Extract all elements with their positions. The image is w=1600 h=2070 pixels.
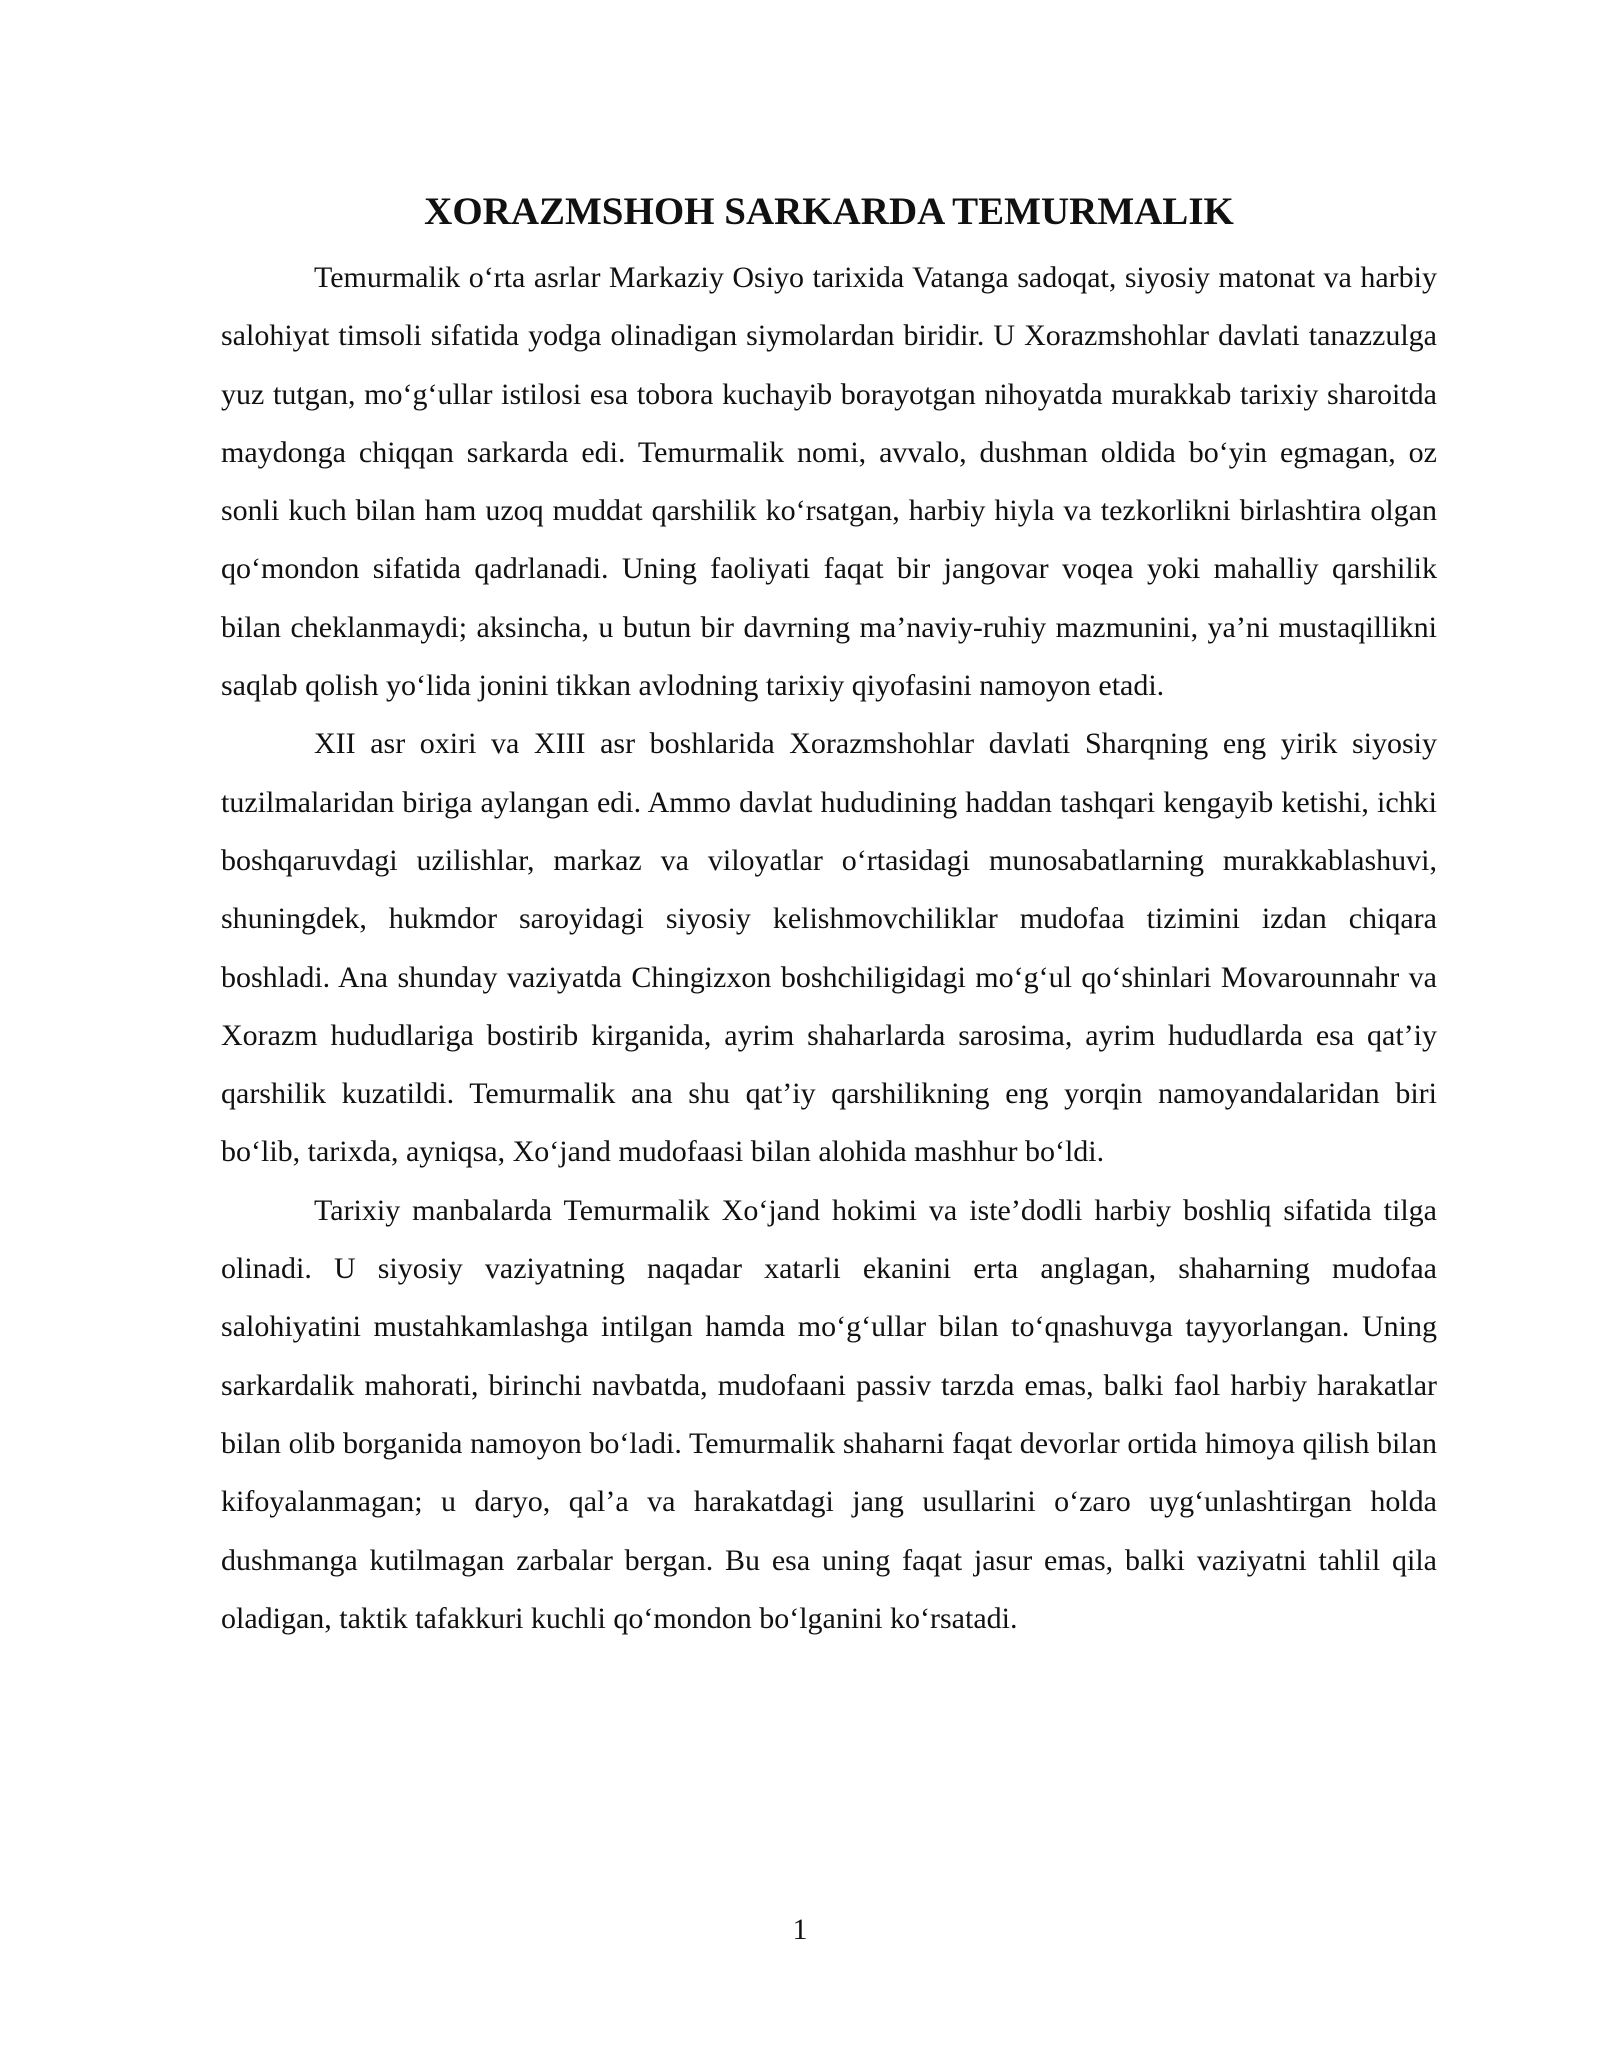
paragraph-2: XII asr oxiri va XIII asr boshlarida Xorazmshohlar davlati Sharqning eng yirik siyosiy tuzilmalaridan biriga aylangan edi. Ammo davlat hududining haddan tashqari kengayib ketishi, ichki boshqaruvdagi uzilishlar, markaz va viloyatlar o‘rtasidagi munosabatlarning murakkablashuvi, shuningdek, hukmdor saroyidagi siyosiy kelishmovchiliklar mudofaa tizimini izdan chiqara boshladi. Ana shunday vaziyatda Chingizxon boshchiligidagi mo‘g‘ul qo‘shinlari Movarounnahr va Xorazm hududlariga bostirib kirganida, ayrim shaharlarda sarosima, ayrim hududlarda esa qat’iy qarshilik kuzatildi. Temurmalik ana shu qat’iy qarshilikning eng yorqin namoyandalaridan biri bo‘lib, tarixda, ayniqsa, Xo‘jand mudofaasi bilan alohida mashhur bo‘ldi. (221, 727, 1437, 1169)
page-content (221, 183, 1437, 1648)
page-number: 1 (792, 1913, 808, 1946)
document-title: XORAZMSHOH SARKARDA TEMURMALIK (424, 190, 1234, 233)
paragraph-3: Tarixiy manbalarda Temurmalik Xo‘jand hokimi va iste’dodli harbiy boshliq sifatida tilga olinadi. U siyosiy vaziyatning naqadar xatarli ekanini erta anglagan, shaharning mudofaa salohiyatini mustahkamlashga intilgan hamda mo‘g‘ullar bilan to‘qnashuvga tayyorlangan. Uning sarkardalik mahorati, birinchi navbatda, mudofaani passiv tarzda emas, balki faol harbiy harakatlar bilan olib borganida namoyon bo‘ladi. Temurmalik shaharni faqat devorlar ortida himoya qilish bilan kifoyalanmagan; u daryo, qal’a va harakatdagi jang usullarini o‘zaro uyg‘unlashtirgan holda dushmanga kutilmagan zarbalar bergan. Bu esa uning faqat jasur emas, balki vaziyatni tahlil qila oladigan, taktik tafakkuri kuchli qo‘mondon bo‘lganini ko‘rsatadi. (221, 1193, 1437, 1635)
paragraph-1: Temurmalik o‘rta asrlar Markaziy Osiyo tarixida Vatanga sadoqat, siyosiy matonat va harbiy salohiyat timsoli sifatida yodga olinadigan siymolardan biridir. U Xorazmshohlar davlati tanazzulga yuz tutgan, mo‘g‘ullar istilosi esa tobora kuchayib borayotgan nihoyatda murakkab tarixiy sharoitda maydonga chiqqan sarkarda edi. Temurmalik nomi, avvalo, dushman oldida bo‘yin egmagan, oz sonli kuch bilan ham uzoq muddat qarshilik ko‘rsatgan, harbiy hiyla va tezkorlikni birlashtira olgan qo‘mondon sifatida qadrlanadi. Uning faoliyati faqat bir jangovar voqea yoki mahalliy qarshilik bilan cheklanmaydi; aksincha, u butun bir davrning ma’naviy-ruhiy mazmunini, ya’ni mustaqillikni saqlab qolish yo‘lida jonini tikkan avlodning tarixiy qiyofasini namoyon etadi. (221, 261, 1437, 703)
